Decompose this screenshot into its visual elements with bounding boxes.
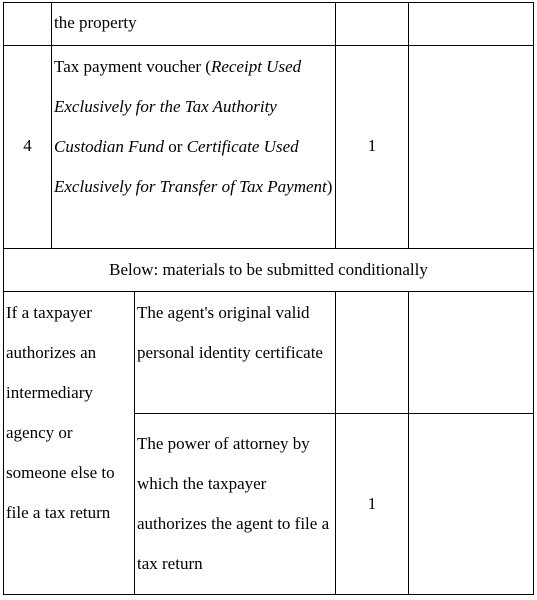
material-cell — [137, 424, 337, 592]
quantity: 1 — [367, 494, 377, 513]
material-text: The agent's original valid personal identity certificate — [137, 303, 323, 362]
item-number-cell — [4, 126, 51, 166]
section-header: Below: materials to be submitted conditionally — [109, 260, 428, 279]
rule — [533, 2, 534, 595]
rule — [3, 2, 4, 595]
material-text: ) — [326, 177, 333, 196]
condition-cell — [6, 293, 134, 533]
rule — [3, 594, 534, 595]
material-text: The power of attorney by which the taxpayer authorizes the agent to file a tax return — [137, 434, 330, 573]
rule — [408, 2, 409, 249]
quantity-cell — [336, 484, 408, 524]
material-cell — [54, 46, 337, 248]
material-text: or — [164, 137, 187, 156]
condition-text: If a taxpayer authorizes an intermediary agency or someone else to file a tax return — [6, 303, 115, 522]
rule — [408, 291, 409, 595]
certificate-name: Certificate Used Exclusively for Transfer of Tax Payment — [54, 137, 327, 196]
material-text: Tax payment voucher ( — [54, 57, 211, 76]
material-cell — [137, 293, 337, 413]
item-number: 4 — [23, 136, 32, 155]
quantity-cell — [336, 126, 408, 166]
material-cell — [54, 3, 334, 45]
rule — [134, 413, 534, 414]
section-header-cell — [4, 249, 533, 291]
rule — [51, 2, 52, 249]
quantity-cell — [336, 333, 408, 373]
material-text: the property — [54, 13, 137, 32]
rule — [3, 291, 534, 292]
receipt-name: Receipt Used Exclusively for the Tax Authority Custodian Fund — [54, 57, 302, 156]
rule — [134, 291, 135, 595]
quantity: 1 — [367, 136, 377, 155]
